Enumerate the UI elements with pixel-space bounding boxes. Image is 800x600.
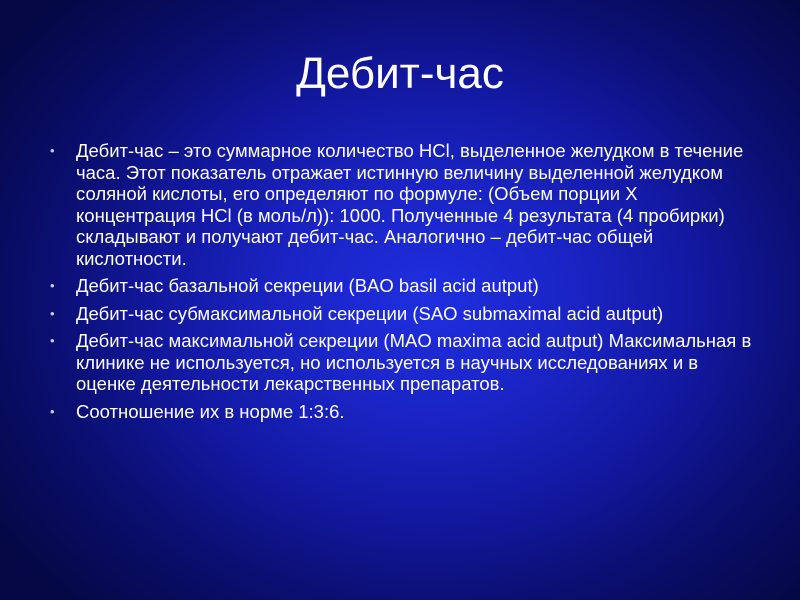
bullet-text: Дебит-час – это суммарное количество HCl, выделенное желудком в течение часа. Этот показатель отражает истинную величину выделенной желудком соляной кислоты, его определяют по формуле: (Объем порции Х концентрация HCl (в моль/л)): 1000. Полученные 4 результата (4 пробирки) складывают и получают дебит-час. Аналогично – дебит-час общей кислотности. [76,140,744,269]
bullet-icon: • [50,278,55,293]
bullet-icon: • [50,305,55,321]
bullet-item [48,330,758,395]
bullet-icon: • [50,143,55,158]
bullet-text: Дебит-час базальной секреции (BAO basil acid autput) [76,275,539,296]
bullet-text: Дебит-час максимальной секреции (MAO maxima acid autput) Максимальная в клинике не используется, но используется в научных исследованиях и в оценке деятельности лекарственных препаратов. [76,330,752,394]
bullet-item [48,401,758,423]
bullet-text: Соотношение их в норме 1:3:6. [76,400,345,422]
bullet-icon: • [50,333,55,348]
bullet-item [48,303,758,325]
bullet-item [48,140,758,269]
bullet-icon: • [50,403,55,419]
slide-title: Дебит-час [296,49,504,98]
bullet-text: Дебит-час субмаксимальной секреции (SAO submaximal acid autput) [76,302,664,324]
bullet-list [48,140,758,428]
bullet-item [48,275,758,297]
